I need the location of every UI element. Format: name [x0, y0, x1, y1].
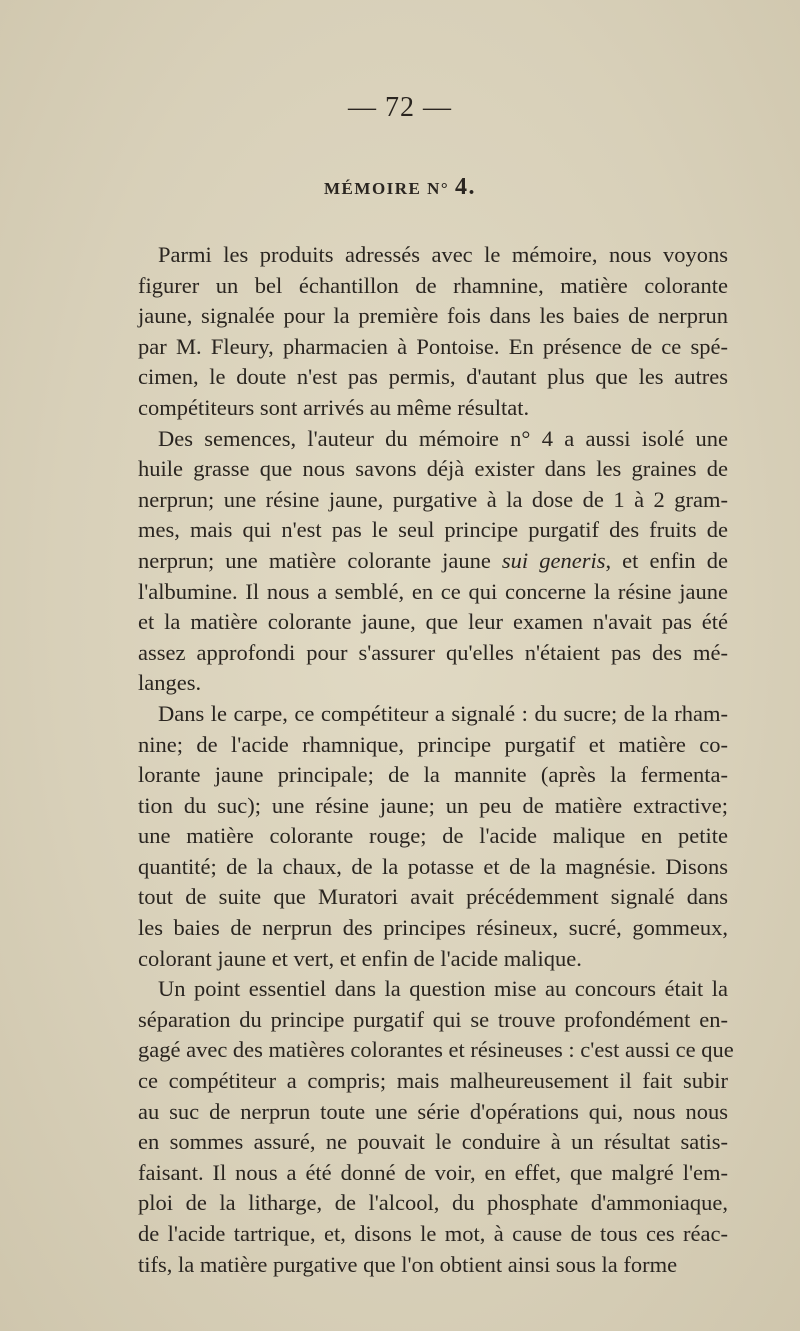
text-line: une matière colorante rouge; de l'acide malique en petite: [138, 823, 728, 849]
text-line: mes, mais qui n'est pas le seul principe purgatif des fruits de: [138, 517, 728, 543]
text-line: cimen, le doute n'est pas permis, d'autant plus que les autres: [138, 364, 728, 390]
text-line: les baies de nerprun des principes résineux, sucré, gommeux,: [138, 915, 728, 941]
text-line: Parmi les produits adressés avec le mémoire, nous voyons: [158, 242, 728, 267]
text-line: séparation du principe purgatif qui se trouve profondément en-: [138, 1006, 728, 1032]
paragraph: [138, 240, 728, 424]
text-line: jaune, signalée pour la première fois dans les baies de nerprun: [138, 303, 728, 329]
text-line: tout de suite que Muratori avait précédemment signalé dans: [138, 884, 728, 910]
text-line: Un point essentiel dans la question mise au concours était la: [158, 976, 728, 1002]
paragraph: [138, 974, 734, 1280]
text-line: et la matière colorante jaune, que leur examen n'avait pas été: [138, 609, 728, 635]
text-line: l'albumine. Il nous a semblé, en ce qui concerne la résine jaune: [138, 578, 728, 604]
text-line: au suc de nerprun toute une série d'opérations qui, nous nous: [138, 1098, 728, 1124]
page-number: — 72 —: [348, 92, 452, 123]
text-line: quantité; de la chaux, de la potasse et de la magnésie. Disons: [138, 853, 728, 879]
text-line: de l'acide tartrique, et, disons le mot, à cause de tous ces réac-: [138, 1221, 728, 1246]
text-line: Des semences, l'auteur du mémoire n° 4 a aussi isolé une: [158, 425, 728, 451]
text-line: en sommes assuré, ne pouvait le conduire à un résultat satis-: [138, 1129, 728, 1155]
section-heading: [0, 174, 800, 201]
text-line: colorant jaune et vert, et enfin de l'acide malique.: [138, 945, 582, 971]
text-line: tifs, la matière purgative que l'on obtient ainsi sous la forme: [138, 1251, 678, 1277]
text-line: nine; de l'acide rhamnique, principe purgatif et matière co-: [138, 731, 728, 757]
text-line: gagé avec des matières colorantes et résineuses : c'est aussi ce que: [138, 1037, 734, 1063]
paragraph: [138, 699, 728, 974]
text-line: lorante jaune principale; de la mannite (après la fermenta-: [138, 762, 728, 788]
text-line: faisant. Il nous a été donné de voir, en effet, que malgré l'em-: [138, 1159, 728, 1185]
text-line: langes.: [138, 670, 202, 696]
text-line: Dans le carpe, ce compétiteur a signalé : du sucre; de la rham-: [158, 700, 728, 726]
text-line: tion du suc); une résine jaune; un peu de matière extractive;: [138, 792, 728, 818]
paragraph: [138, 424, 728, 699]
body-text: [138, 240, 734, 1280]
italic-term: sui generis: [501, 547, 606, 573]
text-line: huile grasse que nous savons déjà exister dans les graines de: [138, 456, 728, 482]
text-line: compétiteurs sont arrivés au même résultat.: [138, 394, 530, 420]
text-line: par M. Fleury, pharmacien à Pontoise. En présence de ce spé-: [138, 333, 728, 359]
text-line: ce compétiteur a compris; mais malheureusement il fait subir: [138, 1068, 728, 1094]
text-line: nerprun; une résine jaune, purgative à la dose de 1 à 2 gram-: [138, 486, 728, 512]
text-line: figurer un bel échantillon de rhamnine, matière colorante: [138, 272, 728, 298]
section-heading-label: MÉMOIRE N°: [324, 179, 450, 198]
text-line: assez approfondi pour s'assurer qu'elles n'étaient pas des mé-: [138, 639, 728, 665]
text-line: nerprun; une matière colorante jaune sui generis, et enfin de: [138, 547, 728, 573]
section-heading-number: 4.: [454, 174, 476, 200]
text-line: ploi de la litharge, de l'alcool, du phosphate d'ammoniaque,: [138, 1190, 728, 1216]
